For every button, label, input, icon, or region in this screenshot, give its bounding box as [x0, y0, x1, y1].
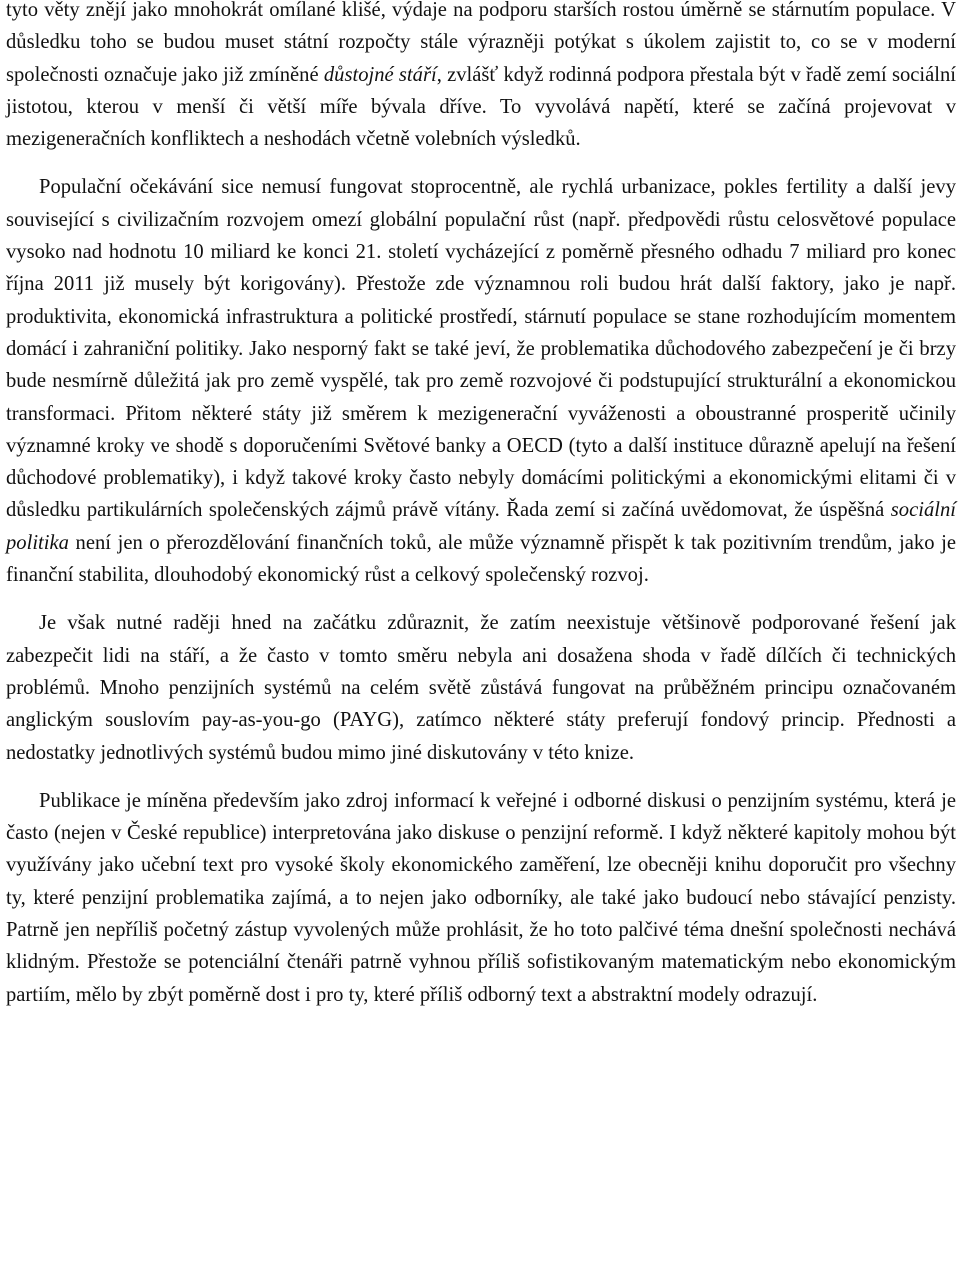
paragraph-4-text: Publikace je míněna především jako zdroj informací k veřejné i odborné diskusi o penzijním systému, která je často (nejen v České republice) interpretována jako diskuse o penzijní reformě. I když některé kapitoly mohou být využívány jako učební text pro vysoké školy ekonomického zaměření, lze obecněji knihu doporučit pro všechny ty, které penzijní problematika zajímá, a to nejen jako odborníky, ale také jako budoucí nebo stávající penzisty. Patrně jen nepříliš početný zástup vyvolených může prohlásit, že ho toto palčivé téma dnešní společnosti nechává klidným. Přestože se potenciální čtenáři patrně vyhnou příliš sofistikovaným matematickým nebo ekonomickým partiím, mělo by zbýt poměrně dost i pro ty, které příliš odborný text a abstraktní modely odrazují. [6, 789, 956, 1006]
paragraph-1-text-b: , zvlášť když rodinná podpora přestala být v řadě zemí sociální jistotou, kterou v menší či větší míře bývala dříve. To vyvolává napětí, které se začíná projevovat v mezigeneračních konfliktech a neshodách včetně volebních výsledků. [6, 63, 957, 151]
document-page [6, 0, 956, 1011]
paragraph-4 [6, 785, 956, 1011]
paragraph-3-text: Je však nutné raději hned na začátku zdůraznit, že zatím neexistuje většinově podporované řešení jak zabezpečit lidi na stáří, a že často v tomto směru nebyla ani dosažena shoda v řadě dílčích či technických problémů. Mnoho penzijních systémů na celém světě zůstává fungovat na průběžném principu označovaném anglickým souslovím pay-as-you-go (PAYG), zatímco některé státy preferují fondový princip. Přednosti a nedostatky jednotlivých systémů budou mimo jiné diskutovány v této knize. [6, 612, 956, 764]
paragraph-2-text-a: Populační očekávání sice nemusí fungovat stoprocentně, ale rychlá urbanizace, pokles fertility a další jevy související s civilizačním rozvojem omezí globální populační růst (např. předpovědi růstu celosvětové populace vysoko nad hodnotu 10 miliard ke konci 21. století vycházející z poměrně přesného odhadu 7 miliard pro konec října 2011 již musely být korigovány). Přestože zde významnou roli budou hrát další faktory, jako je např. produktivita, ekonomická infrastruktura a politické prostředí, stárnutí populace se stane rozhodujícím momentem domácí i zahraniční politiky. Jako nesporný fakt se také jeví, že problematika důchodového zabezpečení je či brzy bude nesmírně důležitá jak pro země vyspělé, tak pro země rozvojové či podstupující strukturální a ekonomickou transformaci. Přitom některé státy již směrem k mezigenerační vyváženosti a oboustranné prosperitě učinily významné kroky ve shodě s doporučeními Světové banky a OECD (tyto a další instituce důrazně apelují na řešení důchodové problematiky), i když takové kroky často nebyly domácími politickými a ekonomickými elitami či v důsledku partikulárních společenských zájmů právě vítány. Řada zemí si začíná uvědomovat, že úspěšná [6, 176, 956, 522]
paragraph-2-emphasis: sociální politika [6, 499, 956, 554]
paragraph-3 [6, 607, 956, 768]
paragraph-2-text-b: není jen o přerozdělování finančních toků, ale může významně přispět k tak pozitivním trendům, jako je finanční stabilita, dlouhodobý ekonomický růst a celkový společenský rozvoj. [6, 531, 956, 587]
paragraph-1-emphasis: důstojné stáří [323, 63, 437, 86]
paragraph-1 [6, 0, 956, 155]
paragraph-1-text-a: tyto věty znějí jako mnohokrát omílané klišé, výdaje na podporu starších rostou úměrně se stárnutím populace. V důsledku toho se budou muset státní rozpočty stále výrazněji potýkat s úkolem zajistit to, co se v moderní společnosti označuje jako již zmíněné [6, 0, 956, 86]
paragraph-2 [6, 171, 956, 591]
